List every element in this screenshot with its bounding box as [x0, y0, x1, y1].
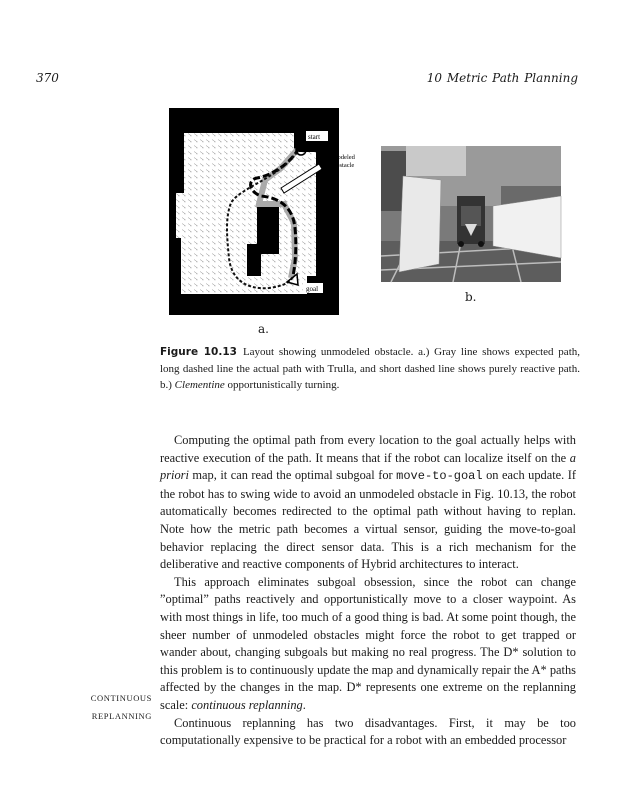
caption-robot-name: Clementine [174, 379, 225, 391]
page-number: 370 [36, 71, 59, 85]
map-obstacle-left-a [176, 133, 184, 193]
p2-continuous-replanning: continuous replanning [191, 697, 303, 712]
figure-panel-b-photo [381, 146, 561, 282]
p1-text-a: Computing the optimal path from every location to the goal actually helps with reactive execution of the path. It means that if the robot can localize itself on the [160, 433, 576, 465]
margin-note [86, 690, 152, 725]
p2-text-a: This approach eliminates subgoal obsession, since the robot can change ”optimal” paths reactively and opportunistically move to a closer waypoint. As with most things in life, too much of a good thing is bad. At some point though, the sheer number of unmodeled obstacles might force the robot to get trapped or wander about, changing subgoals but making no real progress. The D* solution to this problem is to continuously update the map and dynamically repair the A* paths affected by the changes in the map. D* represents one extreme on the replanning scale: [160, 574, 576, 712]
obstacle-label-2: obstacle [333, 162, 355, 169]
panel-a-label: a. [258, 322, 269, 336]
paragraph-2 [160, 574, 576, 715]
p1-code-move-to-goal: move-to-goal [396, 469, 483, 484]
body-text [160, 432, 576, 750]
white-panel-left [399, 176, 441, 272]
p1-text-b: map, it can read the optimal subgoal for [188, 468, 397, 483]
caption-text-1: Layout showing unmodeled obstacle. a.) Gray line shows expected path, long dashed line the actual path with Trulla, and short dashed line shows purely reactive path. b.) [160, 346, 580, 391]
p2-text-b: . [302, 697, 306, 712]
p1-text-c: on each update. If the robot has to swing wide to avoid an unmodeled obstacle in Fig. 10.13, the robot automatically becomes redirected to the optimal path without having to replan. Note how the metric path becomes a virtual sensor, guiding the move-to-goal behavior replacing the direct sensor data. This is a rich mechanism for the deliberative and reactive components of Hybrid architectures to interact. [160, 468, 576, 572]
caption-figure-id: Figure 10.13 [160, 346, 237, 358]
margin-note-line-2: REPLANNING [91, 710, 152, 721]
paragraph-3: Continuous replanning has two disadvantages. First, it may be too computationally expensive to be practical for a robot with an embedded processor [160, 715, 576, 748]
p1-a-priori: a priori [160, 450, 576, 483]
goal-label: goal [306, 285, 319, 293]
margin-note-line-1: CONTINUOUS [90, 693, 152, 703]
map-obstacle-left-b [176, 238, 181, 294]
map-obstacle-center-b [247, 244, 261, 276]
caption-text-2: opportunistically turning. [224, 379, 340, 391]
start-label: start [308, 133, 321, 141]
figure-panel-a-map [169, 108, 355, 315]
robot-clementine [457, 196, 485, 247]
obstacle-label-1: unmodeled [326, 154, 355, 161]
paragraph-1 [160, 432, 576, 574]
figure-caption [160, 344, 580, 394]
running-head: 10 Metric Path Planning [426, 71, 578, 85]
panel-b-label: b. [465, 290, 477, 304]
